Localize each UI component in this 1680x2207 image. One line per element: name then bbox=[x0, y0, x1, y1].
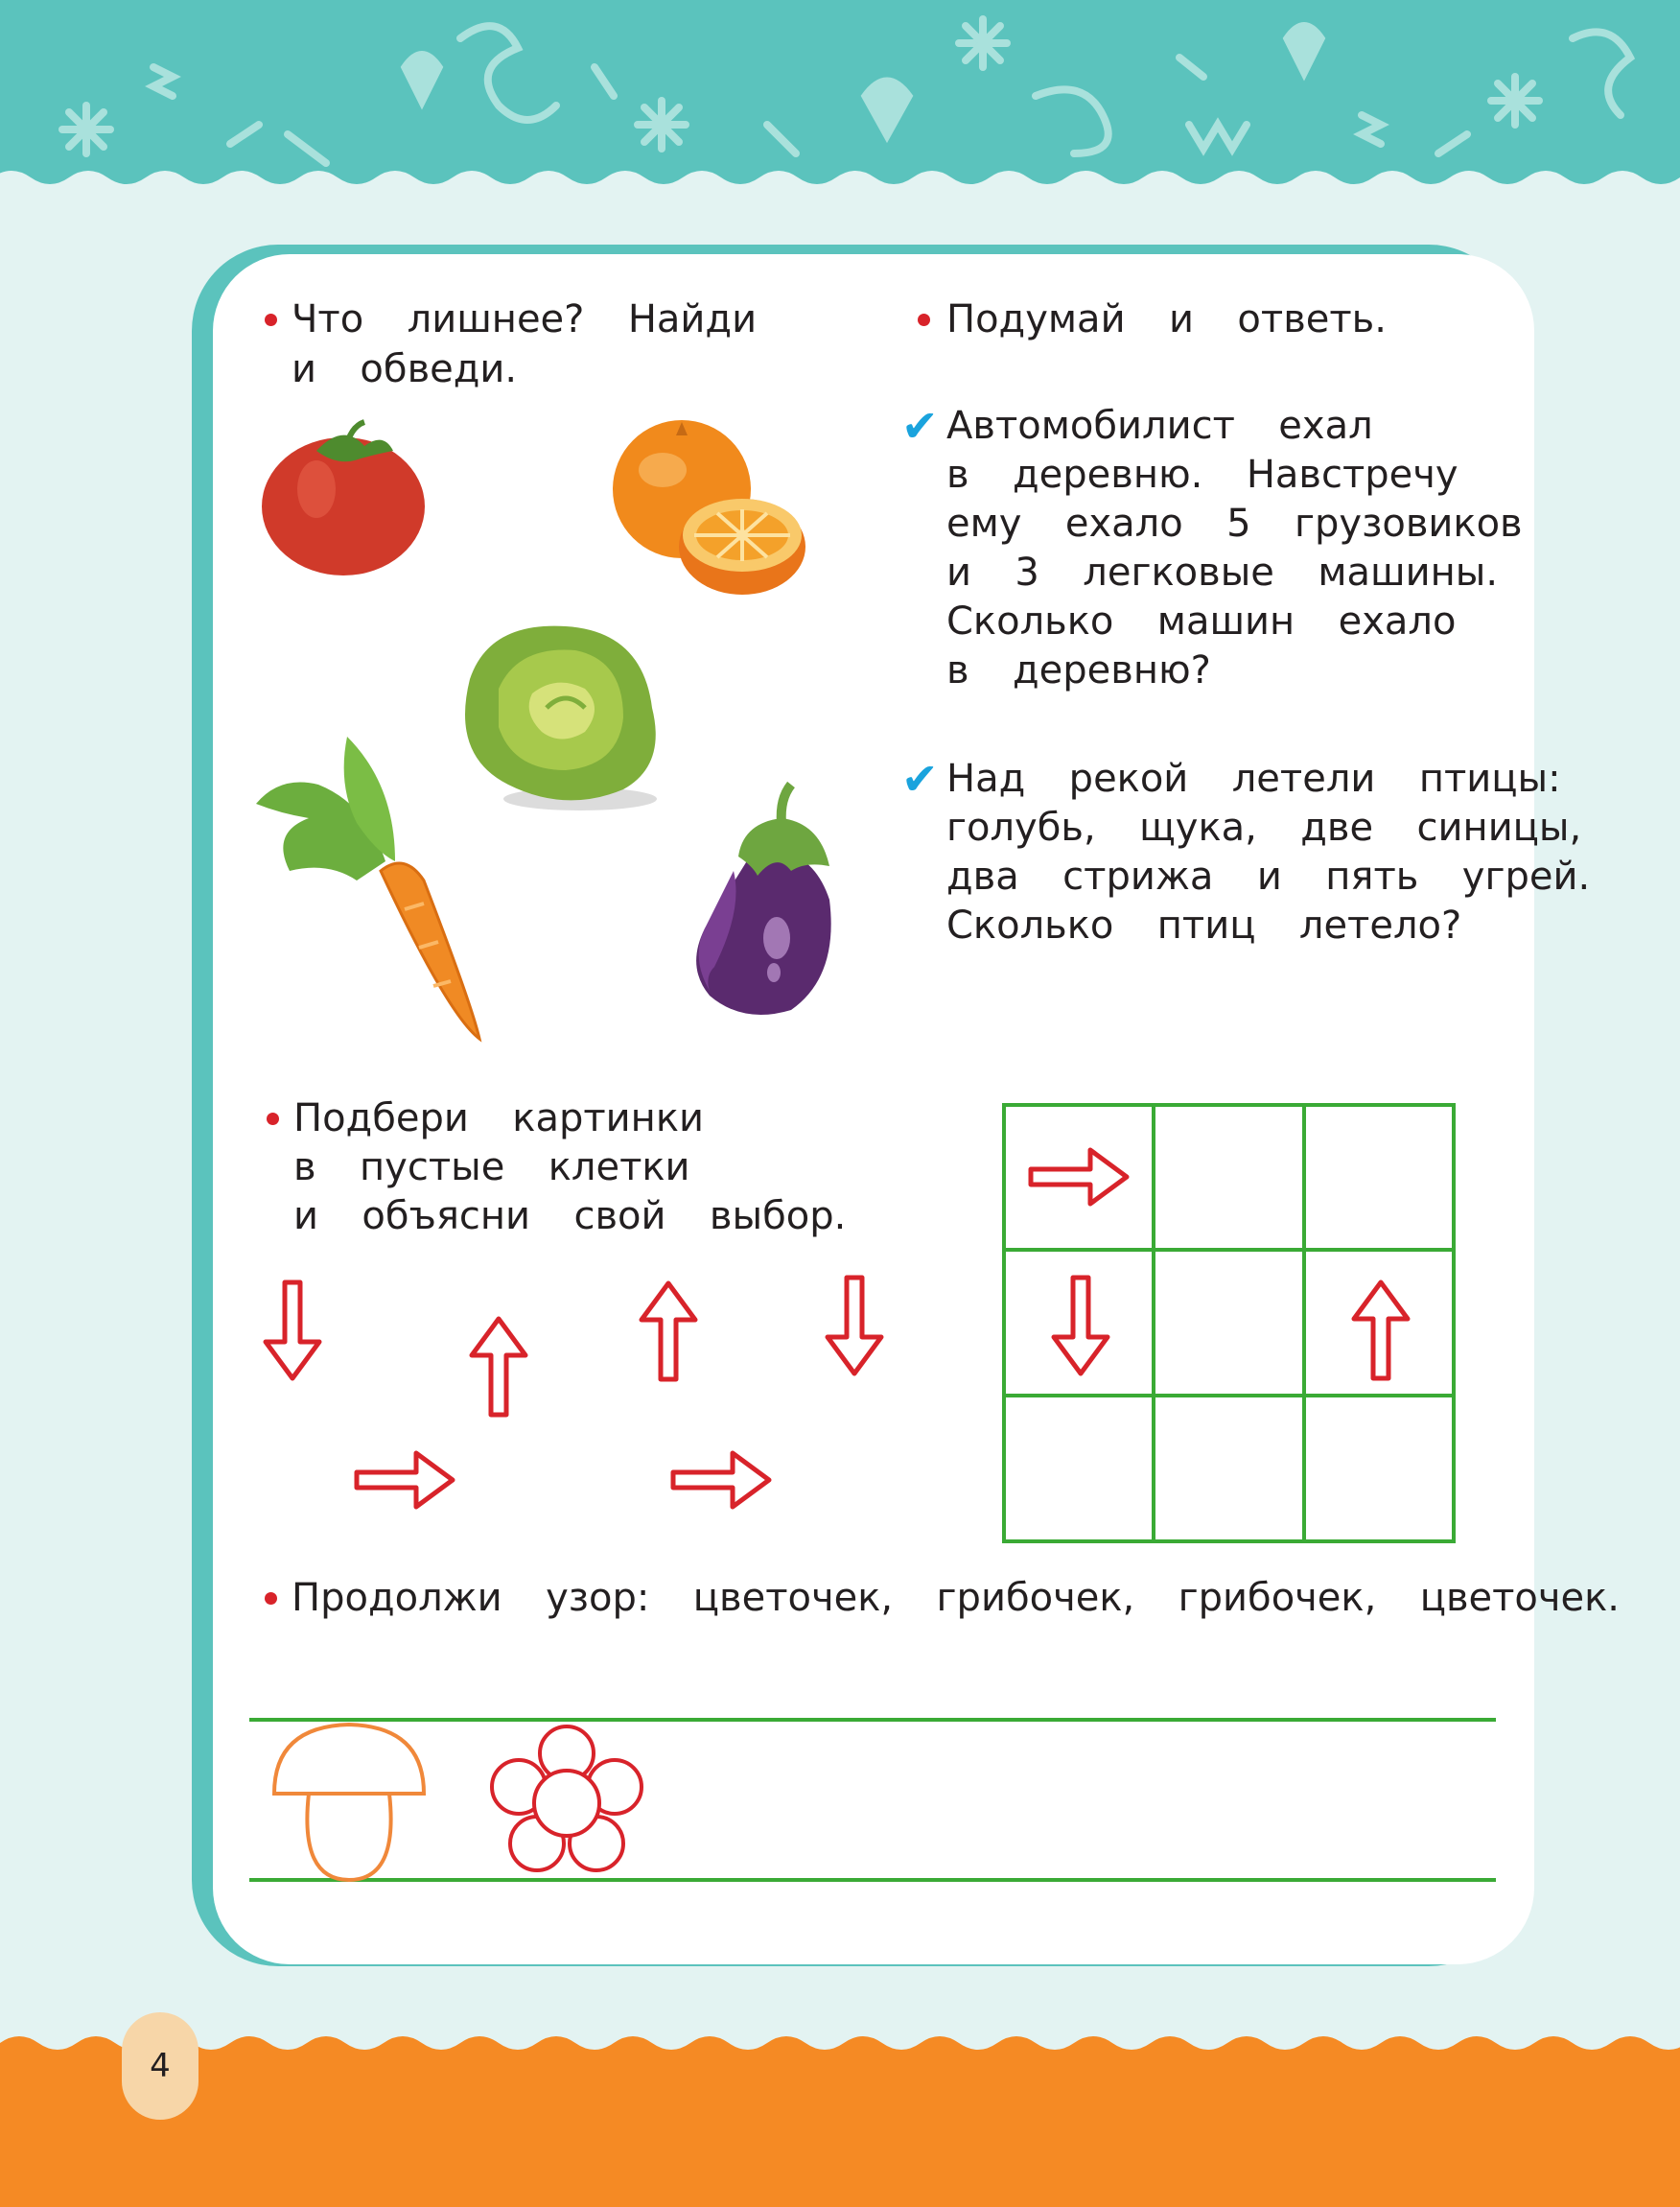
problem-1-line-2: в деревню. Навстречу bbox=[946, 453, 1458, 497]
odd-one-out-line-2: и обведи. bbox=[292, 347, 518, 391]
odd-one-out-line-1: Что лишнее? Найди bbox=[292, 297, 758, 341]
problem-2-line-1: Над рекой летели птицы: bbox=[946, 757, 1561, 801]
problem-1-line-6: в деревню? bbox=[946, 648, 1211, 693]
footer-band bbox=[0, 2014, 1680, 2207]
checkmark-icon: ✔ bbox=[901, 753, 939, 805]
flower-icon bbox=[492, 1726, 642, 1870]
problem-2-line-2: голубь, щука, две синицы, bbox=[946, 806, 1582, 850]
mushroom-icon bbox=[274, 1725, 424, 1880]
problem-1-line-1: Автомобилист ехал bbox=[946, 404, 1373, 448]
problem-1-line-3: ему ехало 5 грузовиков bbox=[946, 502, 1523, 546]
grid-task-line-2: в пустые клетки bbox=[293, 1145, 690, 1189]
checkmark-icon: ✔ bbox=[901, 400, 939, 452]
pattern-task-text: Продолжи узор: цветочек, грибочек, грибочек, цветочек. bbox=[292, 1576, 1621, 1620]
problem-2-line-4: Сколько птиц летело? bbox=[946, 904, 1462, 948]
grid-task-line-1: Подбери картинки bbox=[293, 1096, 704, 1140]
problem-1-line-4: и 3 легковые машины. bbox=[946, 551, 1499, 595]
problem-2-line-3: два стрижа и пять угрей. bbox=[946, 855, 1591, 899]
pattern-answer-area[interactable] bbox=[671, 1724, 1496, 1877]
think-heading: Подумай и ответь. bbox=[946, 297, 1387, 341]
page-number: 4 bbox=[122, 2012, 198, 2120]
grid-task-line-3: и объясни свой выбор. bbox=[293, 1194, 847, 1238]
problem-1-line-5: Сколько машин ехало bbox=[946, 599, 1457, 644]
